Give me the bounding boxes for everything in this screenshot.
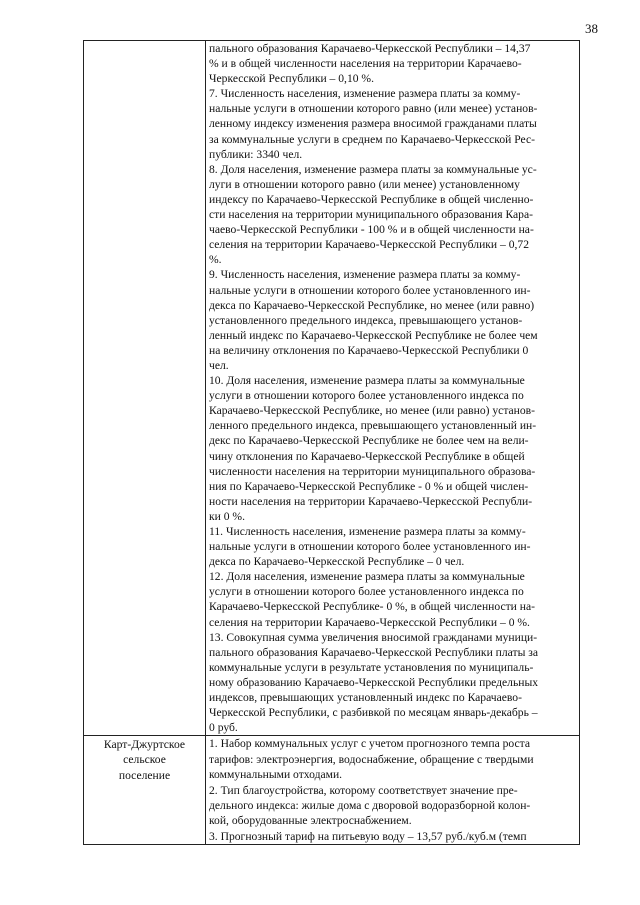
text-line: сти населения на территории муниципального образования Кара- (209, 208, 533, 222)
text-line: нальные услуги в отношении которого более установленного ин- (209, 283, 531, 297)
text-line: нальные услуги в отношении которого равно (или менее) установ- (209, 102, 538, 116)
settlement-name (84, 736, 205, 782)
text-line: услуги в отношении которого более установленного индекса по (209, 585, 524, 599)
content-cell (206, 736, 580, 845)
text-line: кой, оборудованные электроснабжением. (209, 814, 412, 828)
table-row (84, 736, 580, 845)
text-line: 7. Численность населения, изменение размера платы за комму- (209, 87, 521, 101)
text-line: 3. Прогнозный тариф на питьевую воду – 13,57 руб./куб.м (темп (209, 829, 527, 843)
text-line: селения на территории Карачаево-Черкесской Республики – 0,72 (209, 238, 529, 252)
text-line: декса по Карачаево-Черкесской Республике – 0 чел. (209, 555, 465, 569)
text-line: 0 руб. (209, 721, 238, 735)
text-line: ленного предельного индекса, превышающего установленный ин- (209, 419, 537, 433)
text-line: пального образования Карачаево-Черкесской Республики – 14,37 (209, 42, 531, 55)
text-line: 12. Доля населения, изменение размера платы за коммунальные (209, 570, 525, 584)
settlement-name-line: сельское (123, 753, 166, 767)
data-table (83, 40, 580, 845)
text-line: на величину отклонения по Карачаево-Черкесской Республики 0 (209, 343, 529, 357)
text-line: индексов, превышающих установленный индекс по Карачаево- (209, 691, 522, 705)
text-line: чаево-Черкесской Республики - 100 % и в общей численности на- (209, 223, 534, 237)
text-line: ния по Карачаево-Черкесской Республике - 0 % и общей числен- (209, 479, 529, 493)
text-line: декса по Карачаево-Черкесской Республике, но менее (или равно) (209, 298, 535, 312)
text-line: услуги в отношении которого более установленного индекса по (209, 389, 524, 403)
settlement-cell (84, 41, 206, 736)
text-line: 1. Набор коммунальных услуг с учетом прогнозного темпа роста (209, 737, 531, 751)
text-line: Черкесской Республики – 0,10 %. (209, 72, 374, 86)
text-line: тарифов: электроэнергия, водоснабжение, обращение с твердыми (209, 752, 534, 766)
text-line: нальные услуги в отношении которого более установленного ин- (209, 540, 531, 554)
text-line: %. (209, 253, 222, 267)
text-line: 11. Численность населения, изменение размера платы за комму- (209, 525, 526, 538)
text-line: чину отклонения по Карачаево-Черкесской Республике в общей (209, 449, 525, 463)
text-line: ки 0 %. (209, 509, 245, 523)
text-line: чел. (209, 358, 229, 372)
text-line: % и в общей численности населения на территории Карачаево- (209, 57, 522, 71)
text-line: луги в отношении которого равно (или менее) установленному (209, 177, 520, 191)
text-line: 10. Доля населения, изменение размера платы за коммунальные (209, 374, 525, 388)
text-line: дельного индекса: жилые дома с дворовой водоразборной колон- (209, 798, 531, 812)
text-line: ленному индексу изменения размера вносимой гражданами платы (209, 117, 537, 131)
text-line: ленный индекс по Карачаево-Черкесской Республике не более чем (209, 328, 538, 342)
settlement-name-line: Карт-Джуртское (103, 738, 186, 752)
text-line: селения на территории Карачаево-Черкесской Республики – 0 %. (209, 615, 530, 629)
text-line: численности населения на территории муниципального образова- (209, 464, 536, 478)
text-line: Карачаево-Черкесской Республике- 0 %, в общей численности на- (209, 600, 535, 614)
text-line: пального образования Карачаево-Черкесской Республики платы за (209, 645, 538, 659)
settlement-name-line: поселение (118, 768, 171, 782)
text-line: индексу по Карачаево-Черкесской Республике в общей численно- (209, 192, 534, 206)
text-line: ности населения на территории Карачаево-Черкесской Республи- (209, 494, 533, 508)
text-line: Карачаево-Черкесской Республике, но менее (или равно) установ- (209, 404, 536, 418)
text-line: ному образованию Карачаево-Черкесской Республики предельных (209, 675, 539, 689)
text-line: установленного предельного индекса, превышающего установ- (209, 313, 523, 327)
text-line: декс по Карачаево-Черкесской Республике не более чем на вели- (209, 434, 529, 448)
settlement-cell (84, 736, 206, 845)
table-row (84, 41, 580, 736)
text-line: 13. Совокупная сумма увеличения вносимой гражданами муници- (209, 630, 538, 644)
text-line: коммунальные услуги в результате установления по муниципаль- (209, 660, 534, 674)
text-line: за коммунальные услуги в среднем по Карачаево-Черкесской Рес- (209, 132, 535, 146)
text-line: Черкесской Республики, с разбивкой по месяцам январь-декабрь – (209, 706, 538, 720)
text-line: 2. Тип благоустройства, которому соответствует значение пре- (209, 783, 518, 797)
content-cell (206, 41, 580, 736)
page-number: 38 (585, 21, 598, 36)
text-line: коммунальными отходами. (209, 768, 343, 782)
text-line: публики: 3340 чел. (209, 147, 303, 161)
text-line: 9. Численность населения, изменение размера платы за комму- (209, 268, 521, 282)
text-line: 8. Доля населения, изменение размера платы за коммунальные ус- (209, 162, 537, 176)
